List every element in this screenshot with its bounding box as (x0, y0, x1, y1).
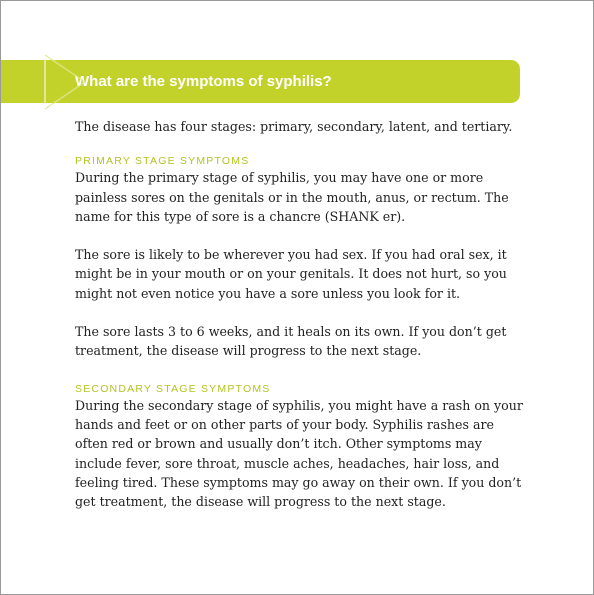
intro-paragraph: The disease has four stages: primary, secondary, latent, and tertiary. (75, 119, 513, 134)
secondary-paragraph-1: During the secondary stage of syphilis, you might have a rash on your hands and feet or on other parts of your body. Syphilis rashes are often red or brown and usually don’t itch. Other symptoms may include fever, sore throat, muscle aches, headaches, hair loss, and feeling tired. These symptoms may go away on their own. If you don’t get treatment, the disease will progress to the next stage. (75, 397, 523, 510)
play-triangle-icon (41, 51, 89, 113)
banner-title: What are the symptoms of syphilis? (75, 73, 332, 90)
primary-stage-heading: PRIMARY STAGE SYMPTOMS (75, 155, 250, 168)
primary-paragraph-1: During the primary stage of syphilis, you may have one or more painless sores on the genitals or in the mouth, anus, or rectum. The name for this type of sore is a chancre (SHANK er). (75, 170, 509, 224)
primary-paragraph-2: The sore is likely to be wherever you had sex. If you had oral sex, it might be in your mouth or on your genitals. It does not hurt, so you might not even notice you have a sore unless you look for it. (75, 247, 507, 301)
secondary-stage-heading: SECONDARY STAGE SYMPTOMS (75, 382, 271, 395)
primary-paragraph-3: The sore lasts 3 to 6 weeks, and it heals on its own. If you don’t get treatment, the disease will progress to the next stage. (75, 324, 507, 359)
document-body (75, 117, 525, 530)
